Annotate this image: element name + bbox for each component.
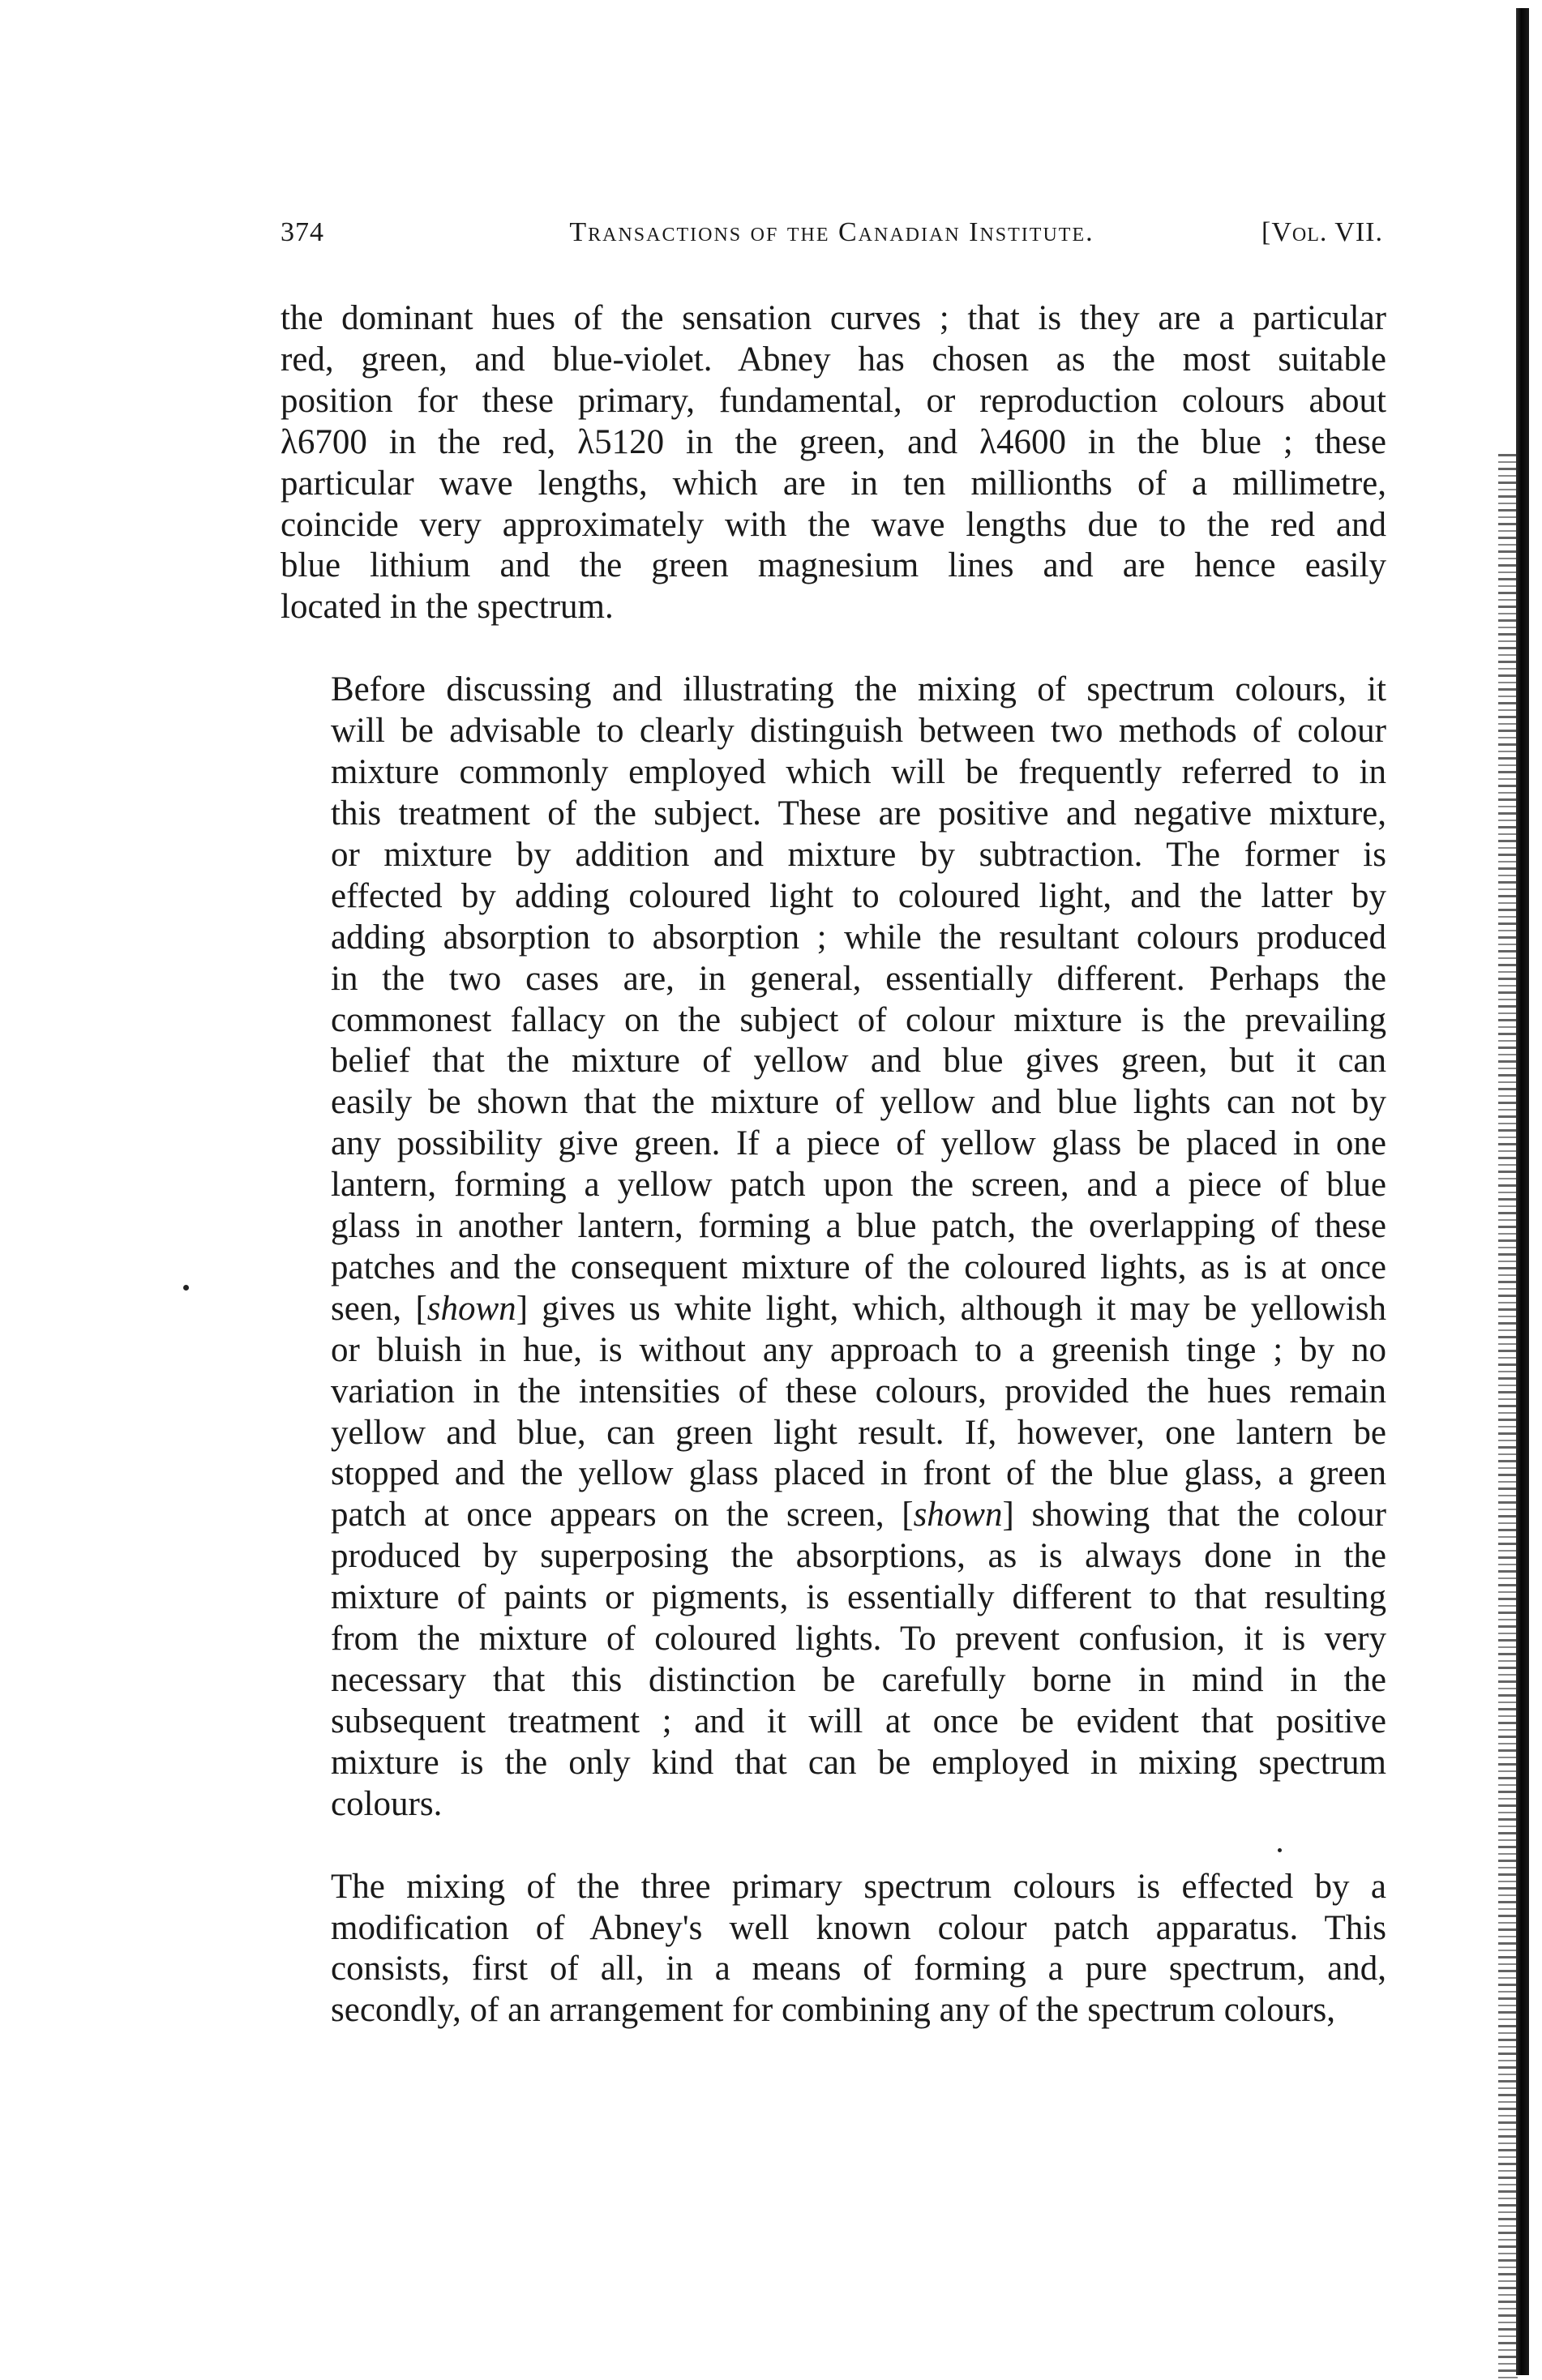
text-line: colours. [331,1784,443,1823]
running-header [281,217,1383,258]
text-line: patch at once appears on the screen, [shown] showing that the colour [331,1496,1386,1535]
body-text [281,298,1386,2031]
text-line: or mixture by addition and mixture by subtraction. The former is [331,835,1386,874]
text-line: Before discussing and illustrating the mixing of spectrum colours, it [331,670,1386,709]
paragraph [281,1867,1386,2032]
text-line: glass in another lantern, forming a blue patch, the overlapping of these [331,1207,1386,1246]
text-line: produced by superposing the absorptions, as is always done in the [331,1537,1386,1576]
text-line: secondly, of an arrangement for combining any of the spectrum colours, [331,1991,1336,2030]
text-line: effected by adding coloured light to coloured light, and the latter by [331,876,1386,915]
text-line: coincide very approximately with the wave lengths due to the red and [281,505,1386,544]
binding-edge [1480,0,1542,2380]
text-line: adding absorption to absorption ; while the resultant colours produced [331,918,1386,957]
text-line: consists, first of all, in a means of forming a pure spectrum, and, [331,1950,1386,1988]
text-line: position for these primary, fundamental, or reproduction colours about [281,381,1386,420]
page-number: 374 [281,217,324,247]
italic-word: shown [426,1289,516,1328]
volume-label: [Vol. VII. [1261,217,1383,247]
text-line: or bluish in hue, is without any approach to a greenish tinge ; by no [331,1330,1386,1369]
text-line: located in the spectrum. [281,588,614,627]
text-line: blue lithium and the green magnesium lines and are hence easily [281,546,1386,585]
binding-fringe [1498,454,1518,2380]
text-line: patches and the consequent mixture of the coloured lights, as is at once [331,1248,1386,1286]
text-line: mixture is the only kind that can be employed in mixing spectrum [331,1743,1386,1782]
text-line: mixture of paints or pigments, is essentially different to that resulting [331,1578,1386,1617]
text-line: any possibility give green. If a piece of yellow glass be placed in one [331,1124,1386,1163]
text-line: mixture commonly employed which will be frequently referred to in [331,753,1386,792]
ink-speck [183,1285,189,1291]
paragraph [281,670,1386,1825]
binding-bar [1516,8,1529,2375]
paragraph [281,298,1386,628]
text-line: will be advisable to clearly distinguish between two methods of colour [331,712,1386,751]
text-line: The mixing of the three primary spectrum colours is effected by a [331,1867,1386,1906]
ink-speck [1278,1848,1282,1852]
text-line: this treatment of the subject. These are positive and negative mixture, [331,794,1386,833]
text-line: belief that the mixture of yellow and blue gives green, but it can [331,1042,1386,1081]
text-line: in the two cases are, in general, essentially different. Perhaps the [331,959,1386,998]
text-line: modification of Abney's well known colour patch apparatus. This [331,1908,1386,1947]
text-line: lantern, forming a yellow patch upon the screen, and a piece of blue [331,1166,1386,1205]
text-line: subsequent treatment ; and it will at once be evident that positive [331,1702,1386,1740]
text-line: seen, [shown] gives us white light, which, although it may be yellowish [331,1289,1386,1328]
text-line: stopped and the yellow glass placed in front of the blue glass, a green [331,1454,1386,1493]
text-line: particular wave lengths, which are in ten millionths of a millimetre, [281,464,1386,503]
italic-word: shown [913,1496,1003,1535]
text-line: variation in the intensities of these colours, provided the hues remain [331,1372,1386,1410]
text-line: necessary that this distinction be carefully borne in mind in the [331,1661,1386,1699]
text-line: yellow and blue, can green light result. If, however, one lantern be [331,1413,1386,1452]
text-line: commonest fallacy on the subject of colour mixture is the prevailing [331,1000,1386,1039]
text-line: from the mixture of coloured lights. To prevent confusion, it is very [331,1620,1386,1659]
text-line: λ6700 in the red, λ5120 in the green, and λ4600 in the blue ; these [281,422,1386,461]
text-line: the dominant hues of the sensation curves ; that is they are a particular [281,299,1386,337]
running-title: Transactions of the Canadian Institute. [569,217,1094,247]
text-line: easily be shown that the mixture of yellow and blue lights can not by [331,1083,1386,1122]
text-line: red, green, and blue-violet. Abney has chosen as the most suitable [281,340,1386,379]
